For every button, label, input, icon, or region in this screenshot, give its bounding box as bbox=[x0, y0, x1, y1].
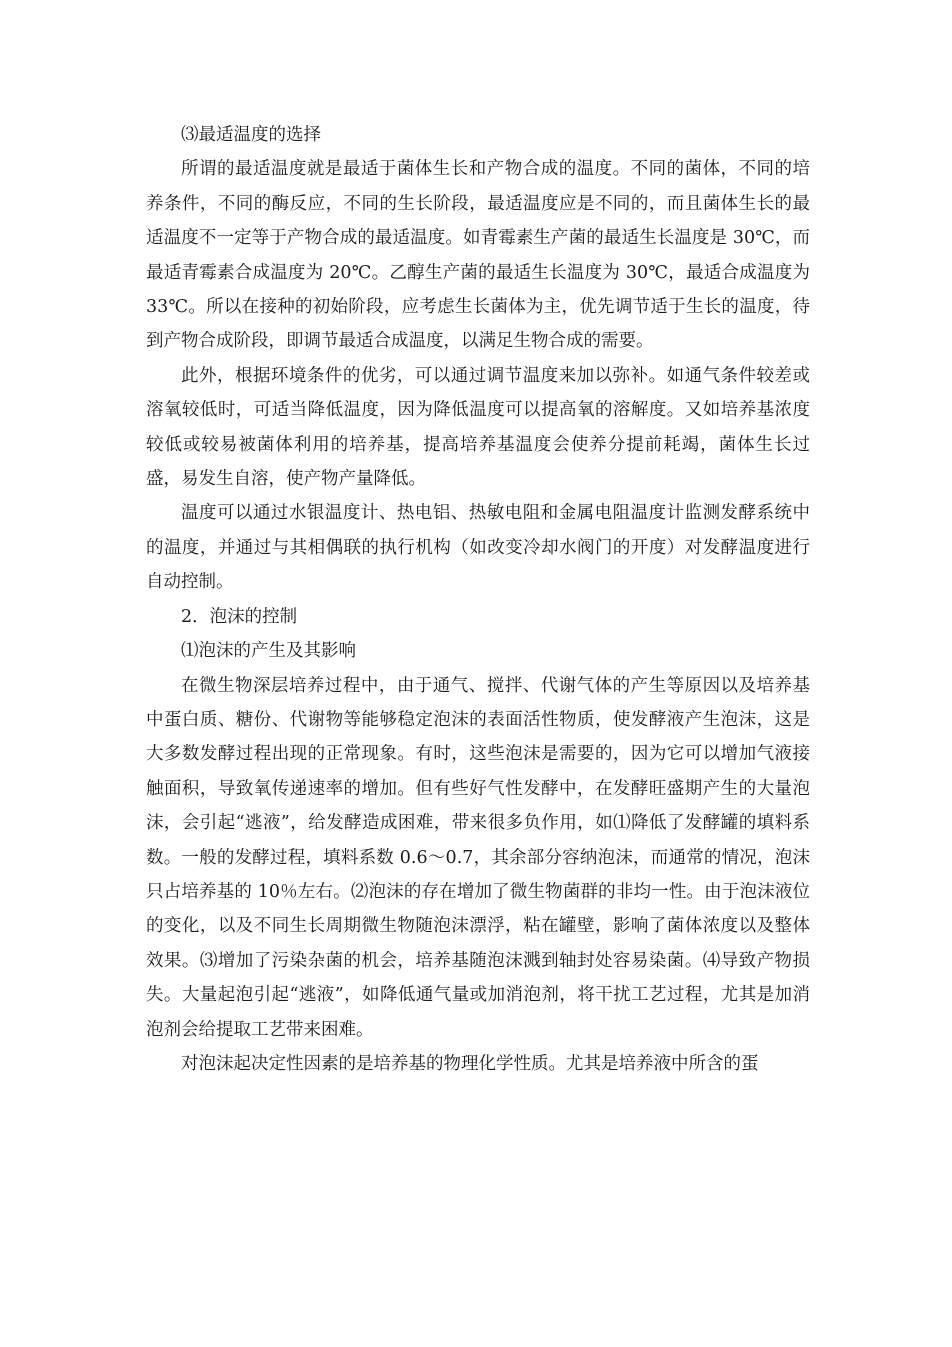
paragraph-temperature-monitoring: 温度可以通过水银温度计、热电铝、热敏电阻和金属电阻温度计监测发酵系统中的温度，并通过与其相偶联的执行机构（如改变冷却水阀门的开度）对发酵温度进行自动控制。 bbox=[146, 503, 810, 593]
paragraph-environmental-compensation: 此外，根据环境条件的优劣，可以通过调节温度来加以弥补。如通气条件较差或溶氧较低时，可适当降低温度，因为降低温度可以提高氧的溶解度。又如培养基浓度较低或较易被菌体利用的培养基，提高培养基温度会使养分提前耗竭，菌体生长过盛，易发生自溶，使产物产量降低。 bbox=[146, 365, 810, 490]
paragraph-optimal-temperature-definition: 所谓的最适温度就是最适于菌体生长和产物合成的温度。不同的菌体，不同的培养条件，不同的酶反应，不同的生长阶段，最适温度应是不同的，而且菌体生长的最适温度不一定等于产物合成的最适温度。如青霉素生产菌的最适生长温度是 30℃，而最适青霉素合成温度为 20℃。乙醇生产菌的最适生长温度为 30℃，最适合成温度为 33℃。所以在接种的初始阶段，应考虑生长菌体为主，优先调节适于生长的温度，待到产物合成阶段，即调节最适合成温度，以满足生物合成的需要。 bbox=[146, 159, 810, 352]
section-heading-foam-control: 2．泡沫的控制 bbox=[181, 606, 298, 627]
paragraph-foam-effects: 在微生物深层培养过程中，由于通气、搅拌、代谢气体的产生等原因以及培养基中蛋白质、糖份、代谢物等能够稳定泡沫的表面活性物质，使发酵液产生泡沫，这是大多数发酵过程出现的正常现象。有时，这些泡沫是需要的，因为它可以增加气液接触面积，导致氧传递速率的增加。但有些好气性发酵中，在发酵旺盛期产生的大量泡沫，会引起“逃液”，给发酵造成困难，带来很多负作用，如⑴降低了发酵罐的填料系数。一般的发酵过程，填料系数 0.6～0.7，其余部分容纳泡沫，而通常的情况，泡沫只占培养基的 10％左右。⑵泡沫的存在增加了微生物菌群的非均一性。由于泡沫液位的变化，以及不同生长周期微生物随泡沫漂浮，粘在罐壁，影响了菌体浓度以及整体效果。⑶增加了污染杂菌的机会，培养基随泡沫溅到轴封处容易染菌。⑷导致产物损失。大量起泡引起“逃液”，如降低通气量或加消泡剂，将干扰工艺过程，尤其是加消泡剂会给提取工艺带来困难。 bbox=[146, 675, 810, 1040]
paragraph-foam-determinants: 对泡沫起决定性因素的是培养基的物理化学性质。尤其是培养液中所含的蛋 bbox=[181, 1053, 759, 1074]
subsection-heading-foam-origin: ⑴泡沫的产生及其影响 bbox=[181, 641, 356, 662]
document-body bbox=[146, 118, 810, 1081]
section-heading-optimal-temperature: ⑶最适温度的选择 bbox=[181, 125, 321, 145]
